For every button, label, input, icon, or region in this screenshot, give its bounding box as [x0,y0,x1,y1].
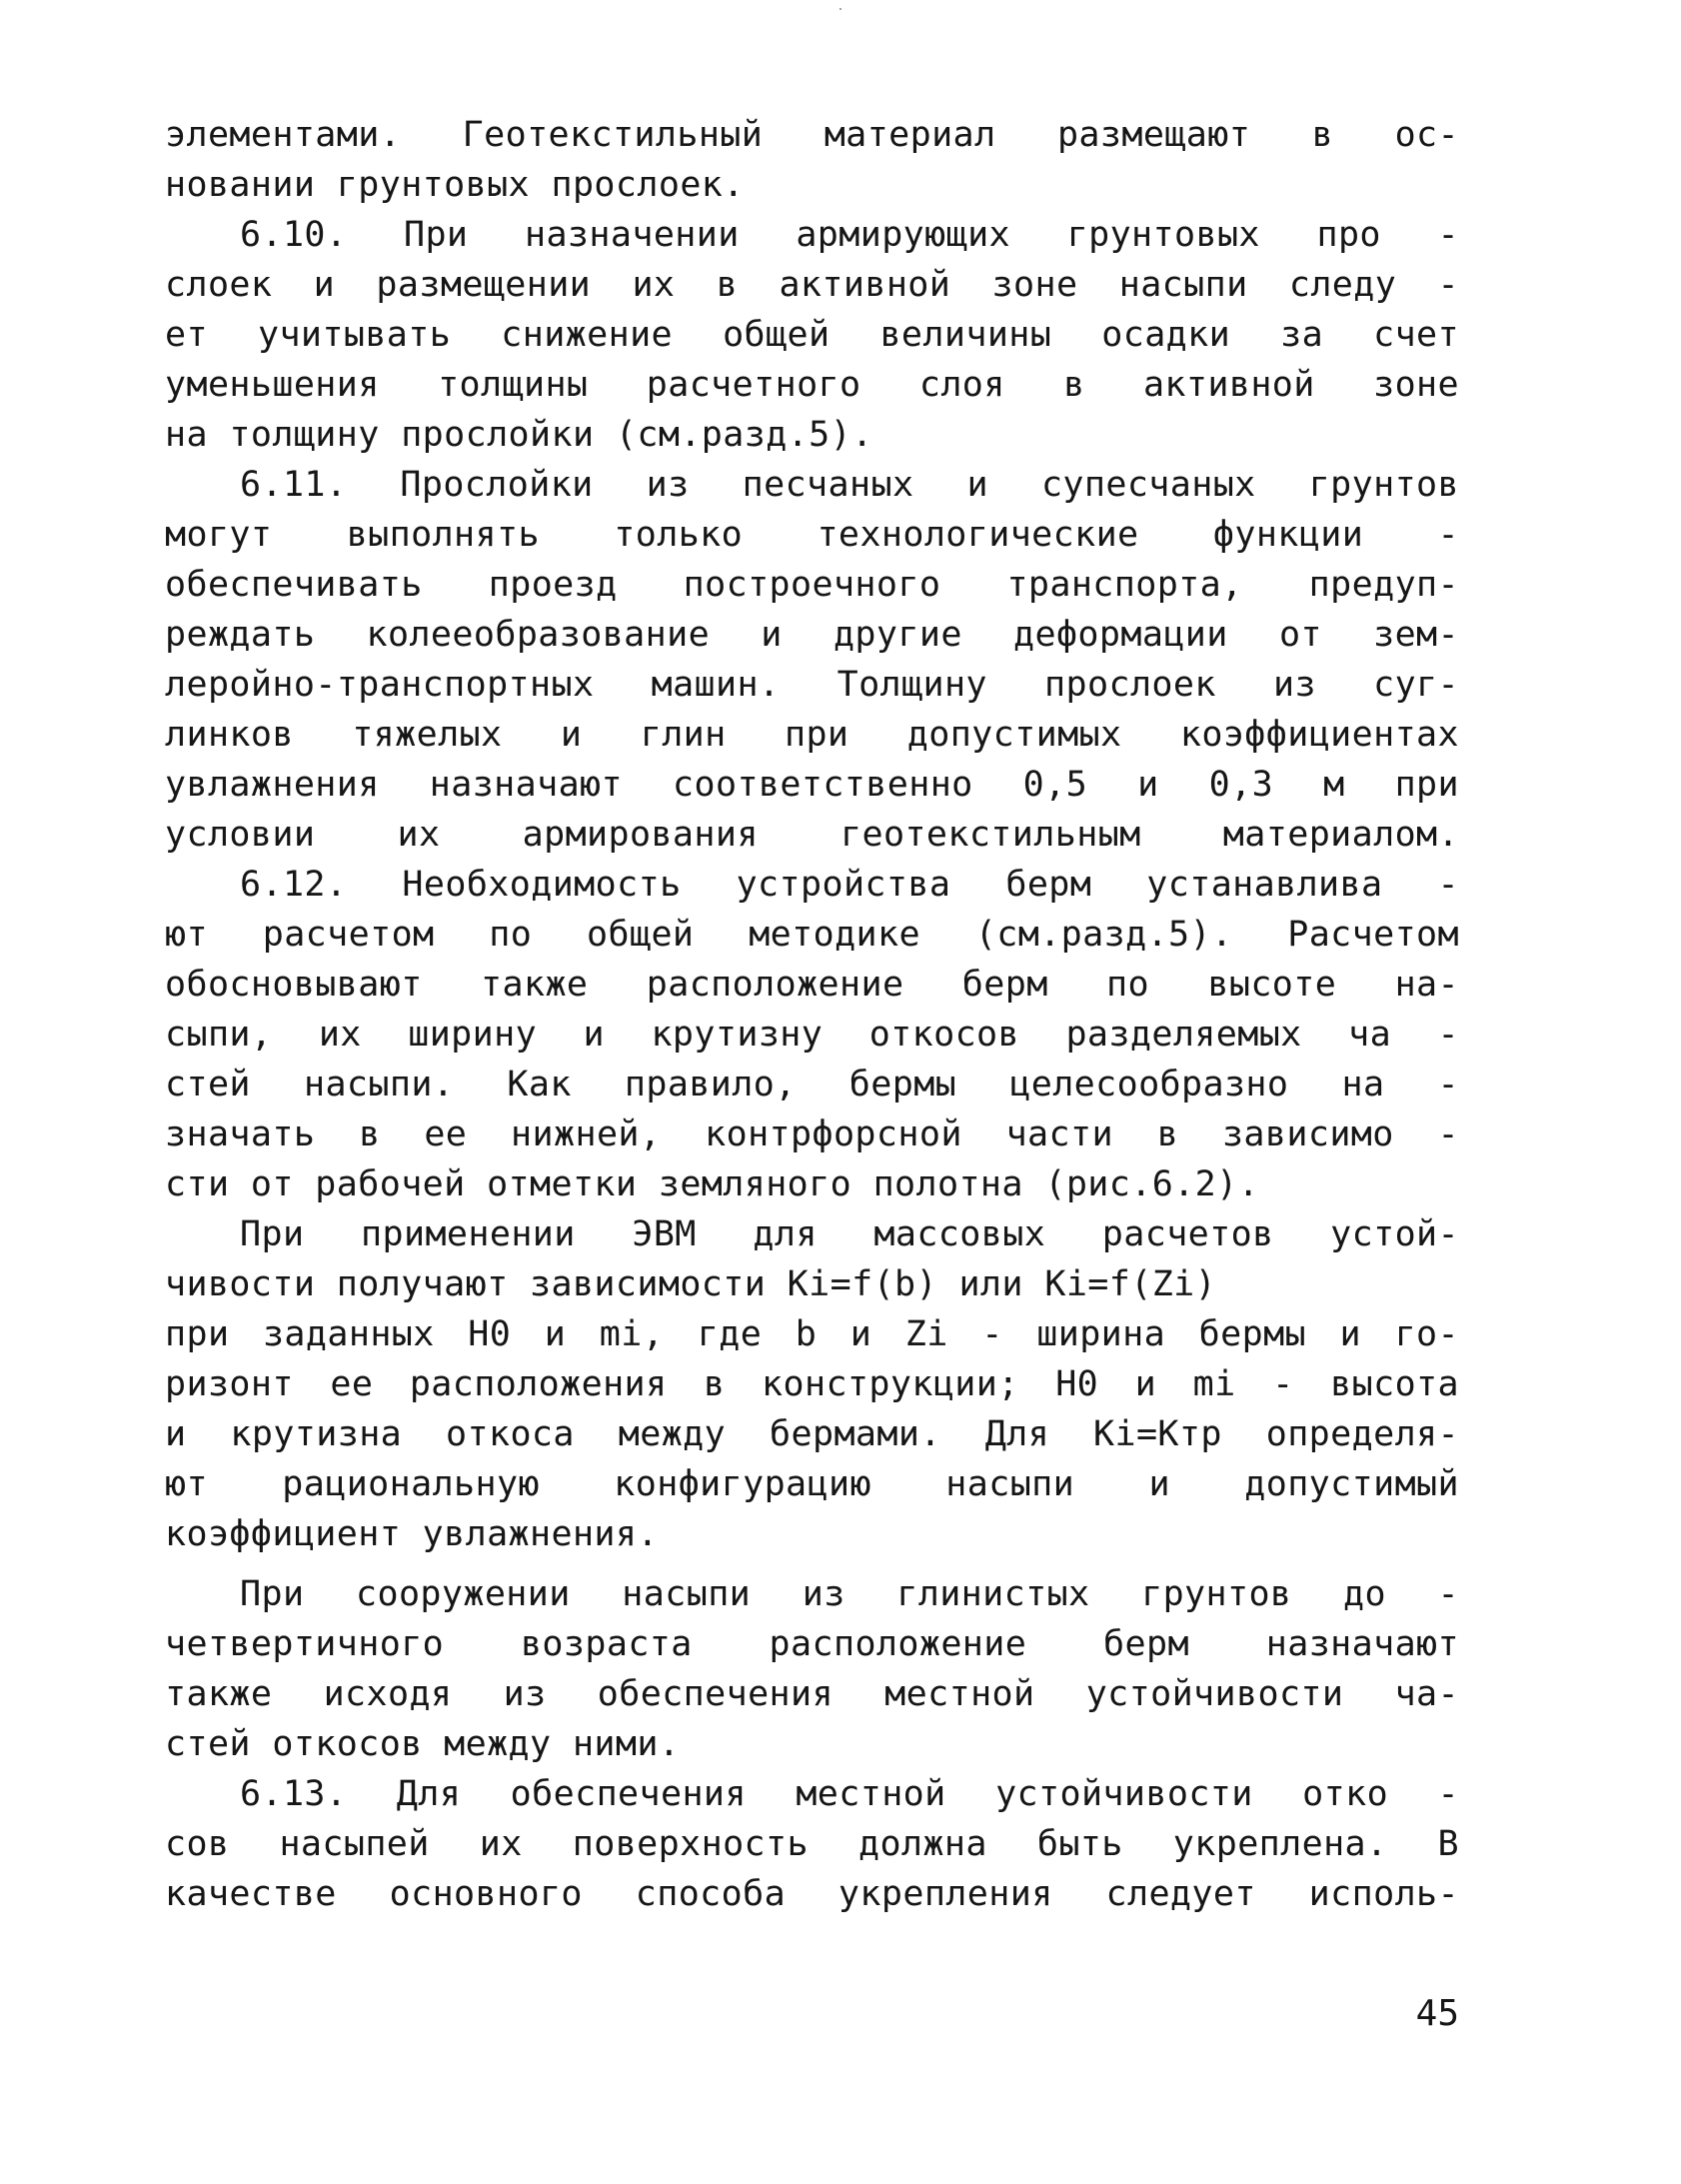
text-line-35: сов насыпей их поверхность должна быть укреплена. В [165,1824,1459,1864]
text-line-19: сыпи, их ширину и крутизну откосов разделяемых ча - [165,1015,1459,1055]
text-line-13: линков тяжелых и глин при допустимых коэффициентах [165,715,1459,755]
text-line-3: 6.10. При назначении армирующих грунтовых про - [240,215,1459,255]
text-line-2: новании грунтовых прослоек. [165,165,745,205]
text-line-27: и крутизна откоса между бермами. Для Ki=Ктр определя- [165,1414,1459,1454]
text-line-22: сти от рабочей отметки земляного полотна (рис.6.2). [165,1164,1260,1204]
text-line-5: ет учитывать снижение общей величины осадки за счет [165,315,1459,355]
text-line-16: 6.12. Необходимость устройства берм устанавлива - [240,865,1459,905]
text-line-24: чивости получают зависимости Ki=f(b) или Ki=f(Zi) [165,1264,1217,1304]
text-line-9: могут выполнять только технологические функции - [165,515,1459,555]
text-line-29: коэффициент увлажнения. [165,1514,659,1554]
text-line-15: условии их армирования геотекстильным материалом. [165,815,1459,855]
text-line-33: стей откосов между ними. [165,1724,681,1764]
text-line-11: реждать колееобразование и другие деформации от зем- [165,615,1459,655]
page-number: 45 [1415,1993,1459,2034]
text-line-21: значать в ее нижней, контрфорсной части в зависимо - [165,1114,1459,1154]
text-line-6: уменьшения толщины расчетного слоя в активной зоне [165,365,1459,405]
text-line-14: увлажнения назначают соответственно 0,5 и 0,3 м при [165,765,1459,805]
text-line-30: При сооружении насыпи из глинистых грунтов до - [240,1574,1459,1614]
text-line-34: 6.13. Для обеспечения местной устойчивости отко - [240,1774,1459,1814]
text-line-32: также исходя из обеспечения местной устойчивости ча- [165,1674,1459,1714]
text-line-26: ризонт ее расположения в конструкции; H0 и mi - высота [165,1364,1459,1404]
text-line-18: обосновывают также расположение берм по высоте на- [165,965,1459,1005]
text-line-28: ют рациональную конфигурацию насыпи и допустимый [165,1464,1459,1504]
text-line-1: элементами. Геотекстильный материал размещают в ос- [165,115,1459,155]
text-line-23: При применении ЭВМ для массовых расчетов устой- [240,1214,1459,1254]
text-line-7: на толщину прослойки (см.разд.5). [165,415,873,455]
text-line-8: 6.11. Прослойки из песчаных и супесчаных грунтов [240,465,1459,505]
text-line-4: слоек и размещении их в активной зоне насыпи следу - [165,265,1459,305]
scan-speck [840,8,841,10]
text-line-20: стей насыпи. Как правило, бермы целесообразно на - [165,1065,1459,1104]
text-line-31: четвертичного возраста расположение берм назначают [165,1624,1459,1664]
text-line-36: качестве основного способа укрепления следует исполь- [165,1874,1459,1914]
text-line-25: при заданных H0 и mi, где b и Zi - ширина бермы и го- [165,1314,1459,1354]
text-line-10: обеспечивать проезд построечного транспорта, предуп- [165,565,1459,605]
text-line-17: ют расчетом по общей методике (см.разд.5). Расчетом [165,915,1459,955]
text-line-12: леройно-транспортных машин. Толщину прослоек из суг- [165,665,1459,705]
